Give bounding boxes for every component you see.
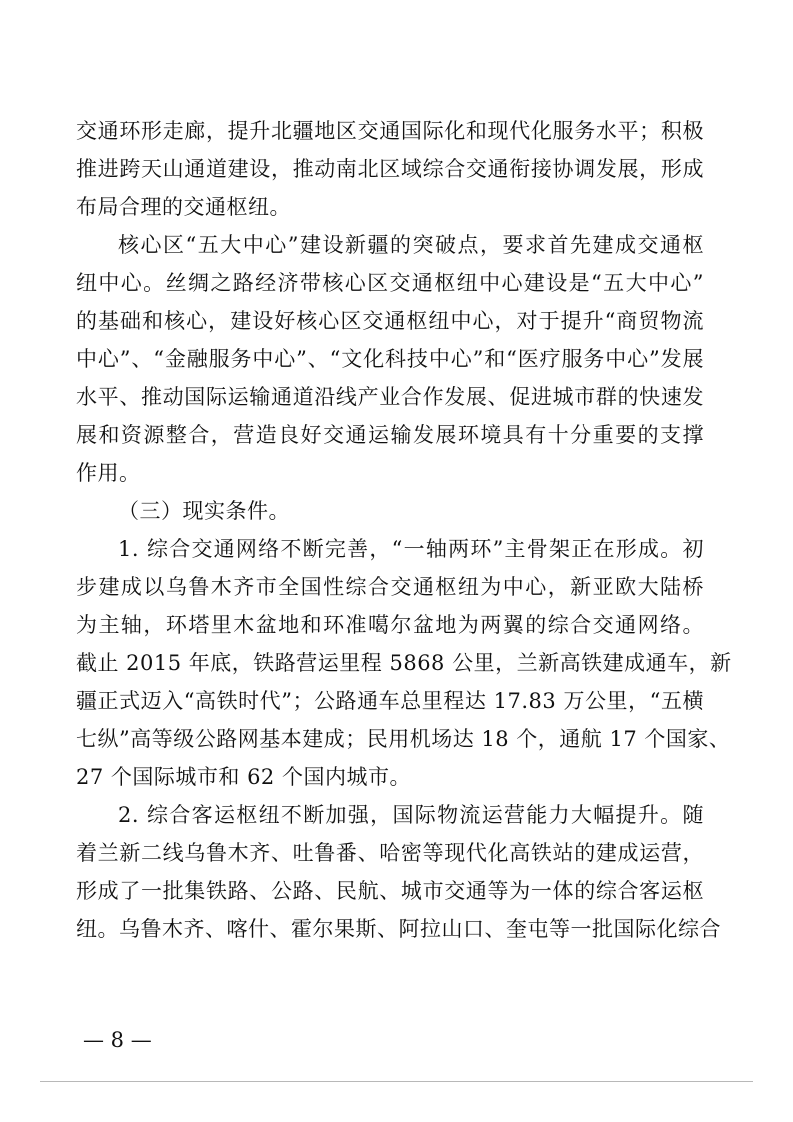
text-line: 核心区“五大中心”建设新疆的突破点，要求首先建成交通枢: [118, 233, 704, 257]
text-line: 截止 2015 年底，铁路营运里程 5868 公里，兰新高铁建成通车，新: [76, 651, 732, 675]
text-line: 27 个国际城市和 62 个国内城市。: [76, 765, 411, 789]
text-line: 形成了一批集铁路、公路、民航、城市交通等为一体的综合客运枢: [76, 879, 704, 903]
paragraph: [76, 796, 721, 948]
text-line: 展和资源整合，营造良好交通运输发展环境具有十分重要的支撑: [76, 423, 704, 447]
text-line: 2. 综合客运枢纽不断加强，国际物流运营能力大幅提升。随: [118, 803, 704, 827]
section-heading: [76, 492, 704, 530]
text-line: 1. 综合交通网络不断完善，“一轴两环”主骨架正在形成。初: [118, 537, 704, 561]
text-line: 为主轴，环塔里木盆地和环准噶尔盆地为两翼的综合交通网络。: [76, 613, 704, 637]
text-line: 交通环形走廊，提升北疆地区交通国际化和现代化服务水平；积极: [76, 119, 704, 143]
paragraph: [76, 226, 704, 492]
text-line: 七纵”高等级公路网基本建成；民用机场达 18 个，通航 17 个国家、: [76, 727, 731, 751]
heading-line: （三）现实条件。: [118, 499, 290, 523]
paragraph: [76, 112, 704, 226]
text-line: 布局合理的交通枢纽。: [76, 195, 291, 219]
text-line: 推进跨天山通道建设，推动南北区域综合交通衔接协调发展，形成: [76, 157, 704, 181]
text-line: 疆正式迈入“高铁时代”；公路通车总里程达 17.83 万公里，“五横: [76, 689, 704, 713]
text-line: 中心”、“金融服务中心”、“文化科技中心”和“医疗服务中心”发展: [76, 347, 704, 371]
body-text: [76, 112, 732, 948]
page-number: — 8 —: [83, 1028, 152, 1052]
text-line: 水平、推动国际运输通道沿线产业合作发展、促进城市群的快速发: [76, 385, 704, 409]
paragraph: [76, 530, 732, 796]
text-line: 步建成以乌鲁木齐市全国性综合交通枢纽为中心，新亚欧大陆桥: [76, 575, 704, 599]
text-line: 着兰新二线乌鲁木齐、吐鲁番、哈密等现代化高铁站的建成运营，: [76, 841, 704, 865]
text-line: 纽中心。丝绸之路经济带核心区交通枢纽中心建设是“五大中心”: [76, 271, 704, 295]
footer-divider: [40, 1081, 753, 1082]
text-line: 纽。乌鲁木齐、喀什、霍尔果斯、阿拉山口、奎屯等一批国际化综合: [76, 917, 721, 941]
text-line: 作用。: [76, 461, 141, 485]
text-line: 的基础和核心，建设好核心区交通枢纽中心，对于提升“商贸物流: [76, 309, 704, 333]
